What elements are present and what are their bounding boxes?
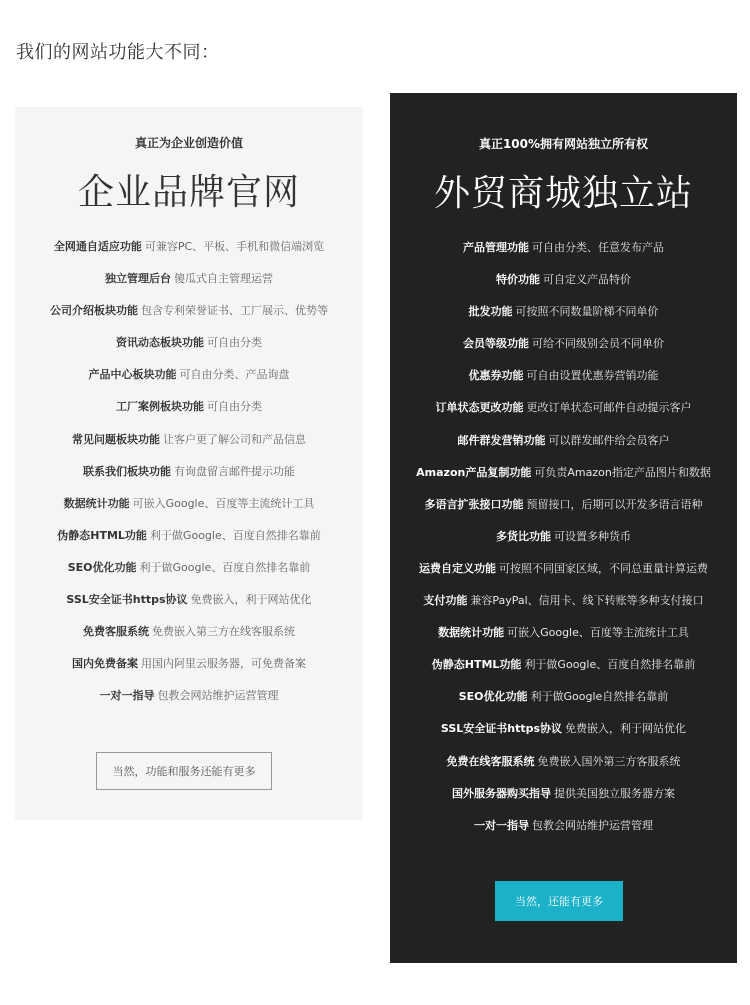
feature-description: 可自由分类、任意发布产品 — [532, 241, 664, 254]
feature-name: 伪静态HTML功能 — [57, 528, 147, 542]
feature-description: 有询盘留言邮件提示功能 — [174, 464, 295, 478]
feature-item — [390, 489, 737, 521]
feature-item — [15, 263, 363, 295]
feature-description: 利于做Google、百度自然排名靠前 — [524, 658, 696, 672]
feature-item — [15, 359, 363, 391]
more-features-button[interactable]: 当然，功能和服务还能有更多 — [96, 752, 272, 790]
feature-name: 资讯动态板块功能 — [116, 336, 204, 350]
feature-description: 傻瓜式自主管理运营 — [174, 272, 273, 286]
feature-item — [15, 295, 363, 327]
feature-name: 常见问题板块功能 — [72, 432, 160, 446]
feature-name: 会员等级功能 — [463, 337, 529, 351]
feature-description: 免费嵌入第三方在线客服系统 — [152, 625, 295, 639]
feature-item — [390, 553, 737, 585]
feature-description: 用国内阿里云服务器，可免费备案 — [141, 657, 306, 671]
feature-description: 提供美国独立服务器方案 — [554, 786, 675, 800]
feature-description: 利于做Google、百度自然排名靠前 — [139, 560, 311, 574]
feature-item — [390, 713, 737, 745]
feature-item — [390, 392, 737, 424]
feature-name: 国外服务器购买指导 — [452, 786, 551, 800]
feature-description: 可按照不同国家区域，不同总重量计算运费 — [499, 561, 708, 575]
feature-description: 利于做Google自然排名靠前 — [530, 690, 669, 704]
feature-description: 可按照不同数量阶梯不同单价 — [515, 305, 659, 319]
feature-name: 数据统计功能 — [63, 496, 130, 510]
feature-description: 可自由分类 — [207, 336, 262, 350]
feature-item — [15, 616, 363, 648]
feature-name: 免费在线客服系统 — [446, 754, 535, 768]
feature-item — [15, 424, 363, 456]
feature-name: 国内免费备案 — [72, 657, 138, 671]
feature-item — [390, 681, 737, 713]
feature-item — [390, 296, 737, 328]
feature-description: 可设置多种货币 — [554, 529, 631, 543]
feature-description: 可以群发邮件给会员客户 — [548, 433, 670, 447]
feature-item — [390, 360, 737, 392]
feature-name: 支付功能 — [423, 594, 468, 608]
feature-name: 批发功能 — [468, 305, 513, 319]
feature-name: SEO优化功能 — [458, 690, 528, 704]
feature-item — [390, 457, 737, 489]
feature-description: 更改订单状态可邮件自动提示客户 — [526, 401, 692, 415]
feature-description: 利于做Google、百度自然排名靠前 — [149, 528, 321, 542]
more-features-button[interactable]: 当然，还能有更多 — [495, 881, 623, 921]
feature-item — [390, 649, 737, 681]
brand-website-card — [15, 107, 363, 820]
feature-name: 独立管理后台 — [105, 272, 171, 286]
feature-item — [390, 617, 737, 649]
feature-item — [390, 585, 737, 617]
feature-description: 可兼容PC、平板、手机和微信端浏览 — [144, 240, 325, 253]
feature-description: 预留接口，后期可以开发多语言语种 — [526, 497, 703, 511]
feature-description: 可自由设置优惠券营销功能 — [526, 369, 659, 383]
feature-description: 可自定义产品特价 — [543, 273, 631, 287]
feature-item — [15, 231, 363, 263]
feature-item — [390, 778, 737, 810]
feature-description: 可负责Amazon指定产品图片和数据 — [534, 465, 711, 479]
feature-name: 运费自定义功能 — [419, 561, 496, 575]
feature-item — [390, 264, 737, 296]
feature-name: Amazon产品复制功能 — [416, 465, 532, 479]
card-subtitle: 真正为企业创造价值 — [134, 136, 243, 150]
feature-name: 联系我们板块功能 — [83, 464, 171, 478]
feature-name: 产品管理功能 — [463, 241, 529, 254]
feature-description: 包教会网站维护运营管理 — [532, 818, 653, 832]
feature-name: SEO优化功能 — [67, 560, 137, 574]
feature-name: 工厂案例板块功能 — [116, 400, 204, 414]
feature-name: SSL安全证书https协议 — [440, 722, 563, 736]
feature-item — [15, 584, 363, 616]
feature-description: 免费嵌入，利于网站优化 — [190, 593, 312, 607]
feature-item — [390, 232, 737, 264]
feature-item — [390, 521, 737, 553]
feature-item — [15, 680, 363, 712]
feature-name: 邮件群发营销功能 — [457, 433, 546, 447]
feature-name: 全网通自适应功能 — [53, 240, 142, 253]
feature-item — [15, 488, 363, 520]
feature-description: 免费嵌入，利于网站优化 — [565, 722, 687, 736]
feature-description: 免费嵌入国外第三方客服系统 — [537, 754, 681, 768]
feature-description: 包教会网站维护运营管理 — [157, 689, 279, 703]
feature-item — [390, 746, 737, 778]
feature-item — [15, 520, 363, 552]
feature-description: 让客户更了解公司和产品信息 — [163, 432, 306, 446]
card-title: 外贸商城独立站 — [433, 173, 693, 214]
feature-name: 数据统计功能 — [438, 626, 505, 640]
feature-item — [15, 552, 363, 584]
feature-item — [390, 810, 737, 842]
feature-name: 一对一指导 — [474, 818, 529, 832]
feature-description: 可自由分类、产品询盘 — [179, 368, 290, 382]
feature-description: 可自由分类 — [207, 400, 262, 414]
feature-name: 多货比功能 — [496, 529, 551, 543]
feature-item — [15, 648, 363, 680]
feature-description: 可嵌入Google、百度等主流统计工具 — [507, 626, 689, 640]
feature-list — [15, 231, 363, 712]
feature-item — [390, 328, 737, 360]
feature-item — [15, 391, 363, 423]
card-subtitle: 真正100%拥有网站独立所有权 — [478, 137, 649, 151]
feature-item — [390, 425, 737, 457]
feature-name: 多语言扩张接口功能 — [424, 497, 524, 511]
feature-name: 优惠券功能 — [468, 369, 524, 383]
feature-name: 免费客服系统 — [83, 625, 149, 639]
feature-name: 产品中心板块功能 — [88, 368, 177, 382]
feature-name: 订单状态更改功能 — [435, 401, 524, 415]
feature-list — [390, 232, 737, 842]
feature-description: 可给不同级别会员不同单价 — [532, 337, 664, 351]
feature-description: 兼容PayPal、信用卡、线下转账等多种支付接口 — [470, 594, 704, 608]
feature-description: 可嵌入Google、百度等主流统计工具 — [132, 496, 315, 510]
feature-item — [15, 456, 363, 488]
feature-description: 包含专利荣誉证书、工厂展示、优势等 — [141, 304, 328, 318]
feature-name: 一对一指导 — [99, 689, 155, 703]
ecommerce-site-card — [390, 93, 737, 963]
feature-name: 特价功能 — [496, 273, 540, 287]
feature-item — [15, 327, 363, 359]
feature-name: 公司介绍板块功能 — [50, 304, 138, 318]
card-title: 企业品牌官网 — [77, 172, 300, 213]
feature-name: 伪静态HTML功能 — [431, 658, 522, 672]
intro-heading: 我们的网站功能大不同： — [16, 42, 220, 63]
feature-name: SSL安全证书https协议 — [66, 593, 188, 607]
